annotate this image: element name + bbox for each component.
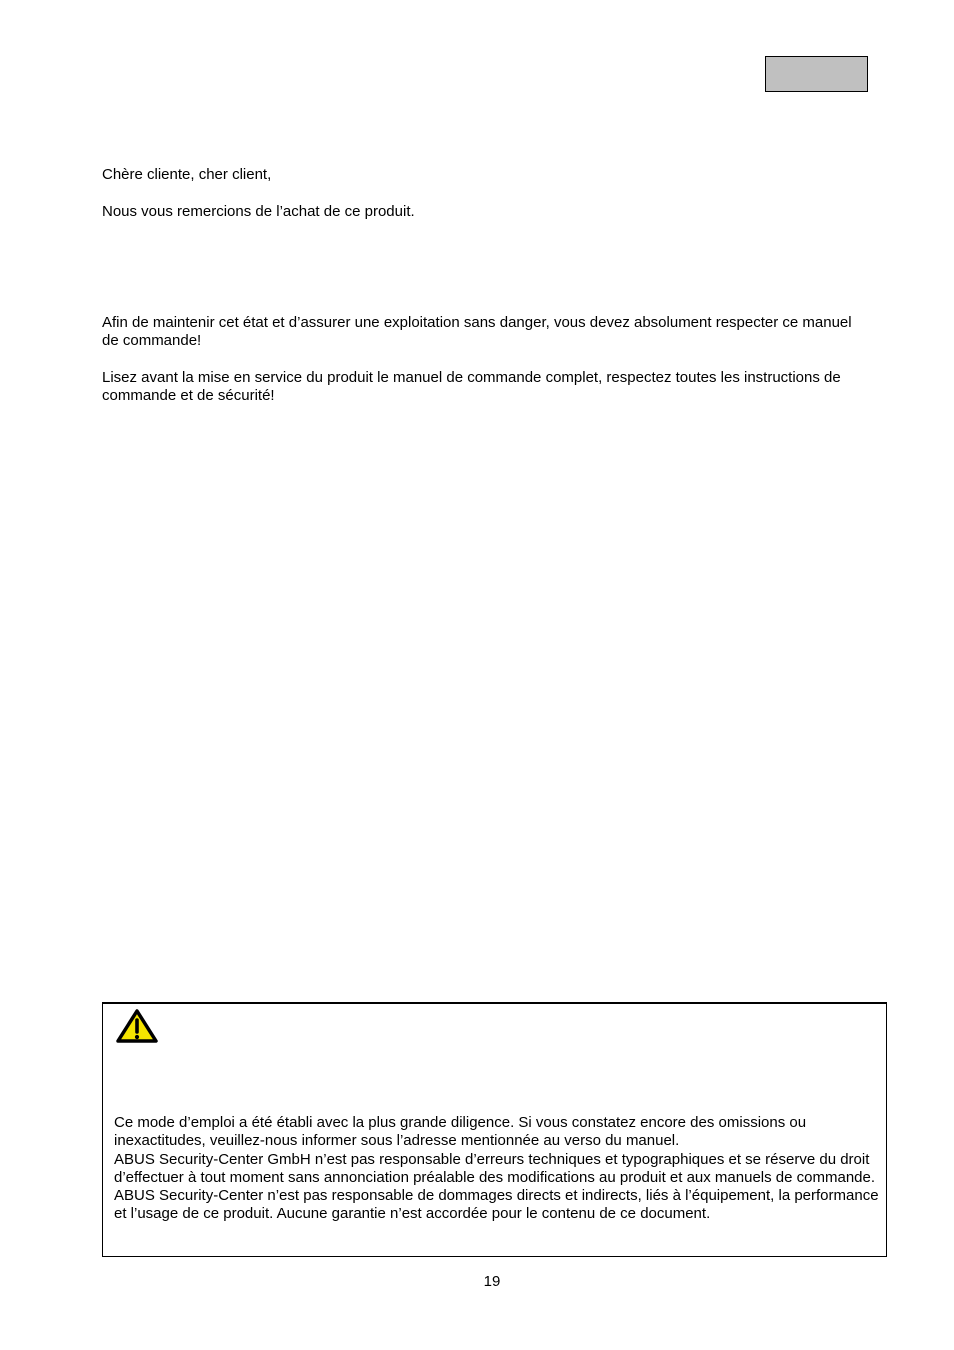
- paragraph-maintain: Afin de maintenir cet état et d’assurer une exploitation sans danger, vous devez absolument respecter ce manuel de commande!: [102, 314, 852, 349]
- disclaimer-line: Ce mode d’emploi a été établi avec la plus grande diligence. Si vous constatez encore des omissions ou inexactitudes, veuillez-nous informer sous l’adresse mentionnée au verso du manuel.: [114, 1114, 807, 1150]
- greeting-text: Chère cliente, cher client,: [102, 166, 272, 183]
- thanks-text: Nous vous remercions de l’achat de ce produit.: [102, 203, 415, 220]
- language-tab-box: [765, 56, 868, 92]
- disclaimer-line: ABUS Security-Center n’est pas responsable de dommages directs et indirects, liés à l’équipement, la performance et l’usage de ce produit. Aucune garantie n’est accordée pour le contenu de ce document.: [114, 1187, 879, 1223]
- disclaimer-box: [102, 1002, 887, 1257]
- paragraph-read-manual: Lisez avant la mise en service du produit le manuel de commande complet, respectez toutes les instructions de commande et de sécurité!: [102, 369, 841, 404]
- page-number: 19: [483, 1273, 501, 1290]
- disclaimer-text: [114, 1114, 880, 1224]
- disclaimer-line: ABUS Security-Center GmbH n’est pas responsable d’erreurs techniques et typographiques et se réserve du droit d’effectuer à tout moment sans annonciation préalable des modifications au produit et aux manuels de commande.: [114, 1150, 876, 1186]
- warning-triangle-icon: [115, 1008, 159, 1044]
